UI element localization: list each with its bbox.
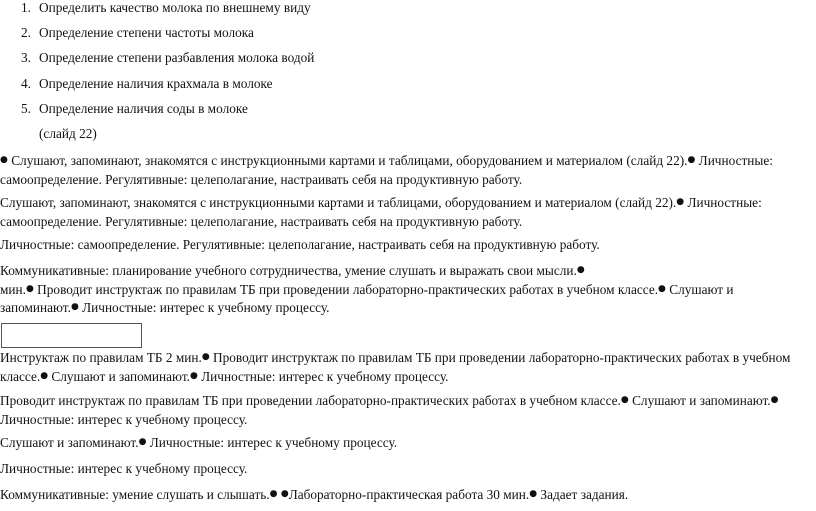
paragraph [0, 195, 812, 230]
bullet-icon: ● [40, 370, 49, 381]
list-item-number: 4. [21, 76, 31, 91]
paragraph-text: Личностные: интерес к учебному процессу. [0, 461, 248, 476]
bullet-icon: ● [201, 352, 210, 362]
empty-table-cell [1, 323, 142, 348]
list-item-number: 1. [21, 0, 31, 15]
bullet-icon: ● [70, 302, 79, 312]
paragraph-text: Коммуникативные: планирование учебного сотрудничества, умение слушать и выражать свои мысли. [0, 263, 577, 278]
bullet-icon: ● [770, 395, 779, 405]
bullet-icon: ● [138, 437, 147, 447]
paragraph [0, 435, 812, 454]
paragraph [0, 487, 812, 506]
list-item-number: 3. [21, 50, 31, 65]
bullet-icon: ● [0, 155, 8, 165]
paragraph-text: Лабораторно-практическая работа 30 мин. [288, 487, 530, 502]
list-item-text: Определение наличия крахмала в молоке [39, 76, 273, 91]
paragraph-text: Коммуникативные: умение слушать и слышать. [0, 487, 270, 502]
paragraph-text: Задает задания. [540, 487, 629, 502]
bullet-icon: ● [189, 370, 198, 381]
paragraph-text: Проводит инструктаж по правилам ТБ при проведении лабораторно-практических работах в учебном классе. [0, 393, 621, 408]
paragraph-text: Инструктаж по правилам ТБ 2 мин. [0, 350, 202, 365]
list-item-text: Определение степени разбавления молока водой [39, 50, 315, 65]
bullet-icon: ● [529, 489, 538, 499]
paragraph-text: Слушают и запоминают. [0, 281, 734, 315]
paragraph [0, 263, 812, 319]
slide-reference: (слайд 22) [39, 126, 97, 141]
paragraph [0, 237, 812, 254]
paragraph-text: мин. [0, 281, 26, 297]
paragraph-text: Слушают и запоминают. [51, 368, 190, 384]
paragraph-text: Личностные: самоопределение. Регулятивные: целеполагание, настраивать себя на продуктивную работу. [0, 153, 773, 187]
paragraph-text: Личностные: самоопределение. Регулятивные: целеполагание, настраивать себя на продуктивную работу. [0, 195, 762, 229]
paragraph-text: Проводит инструктаж по правилам ТБ при проведении лабораторно-практических работах в учебном классе. [37, 281, 659, 297]
paragraph [0, 153, 812, 188]
list-item-text: Определение степени частоты молока [39, 25, 254, 40]
list-item-number: 2. [21, 25, 31, 40]
paragraph [0, 350, 812, 387]
bullet-icon: ● [576, 265, 585, 275]
paragraph-text: Личностные: самоопределение. Регулятивные: целеполагание, настраивать себя на продуктивную работу. [0, 237, 600, 252]
bullet-icon: ● [280, 489, 289, 499]
list-item-text: Определить качество молока по внешнему виду [39, 0, 311, 15]
paragraph [0, 393, 812, 428]
paragraph-text: Личностные: интерес к учебному процессу. [0, 411, 248, 427]
list-item-text: Определение наличия соды в молоке [39, 101, 248, 116]
bullet-icon: ● [620, 395, 629, 405]
bullet-icon: ● [269, 489, 278, 499]
paragraph [0, 461, 812, 478]
paragraph-text: Проводит инструктаж по правилам ТБ при проведении лабораторно-практических работах в учебном классе. [0, 350, 791, 384]
paragraph-text: Слушают и запоминают. [632, 393, 771, 408]
paragraph-text: Слушают и запоминают. [0, 435, 139, 450]
bullet-icon: ● [687, 155, 696, 165]
paragraph-text: Личностные: интерес к учебному процессу. [82, 300, 330, 315]
paragraph-text: Личностные: интерес к учебному процессу. [149, 435, 398, 450]
paragraph-text: Личностные: интерес к учебному процессу. [201, 368, 449, 384]
paragraph-text: Слушают, запоминают, знакомятся с инструкционными картами и таблицами, оборудованием и материалом (слайд 22). [0, 195, 677, 210]
bullet-icon: ● [25, 283, 34, 294]
bullet-icon: ● [676, 197, 685, 207]
list-item-number: 5. [21, 101, 31, 116]
bullet-icon: ● [658, 283, 666, 294]
paragraph-text: Слушают, запоминают, знакомятся с инструкционными картами и таблицами, оборудованием и материалом (слайд 22). [11, 153, 688, 168]
